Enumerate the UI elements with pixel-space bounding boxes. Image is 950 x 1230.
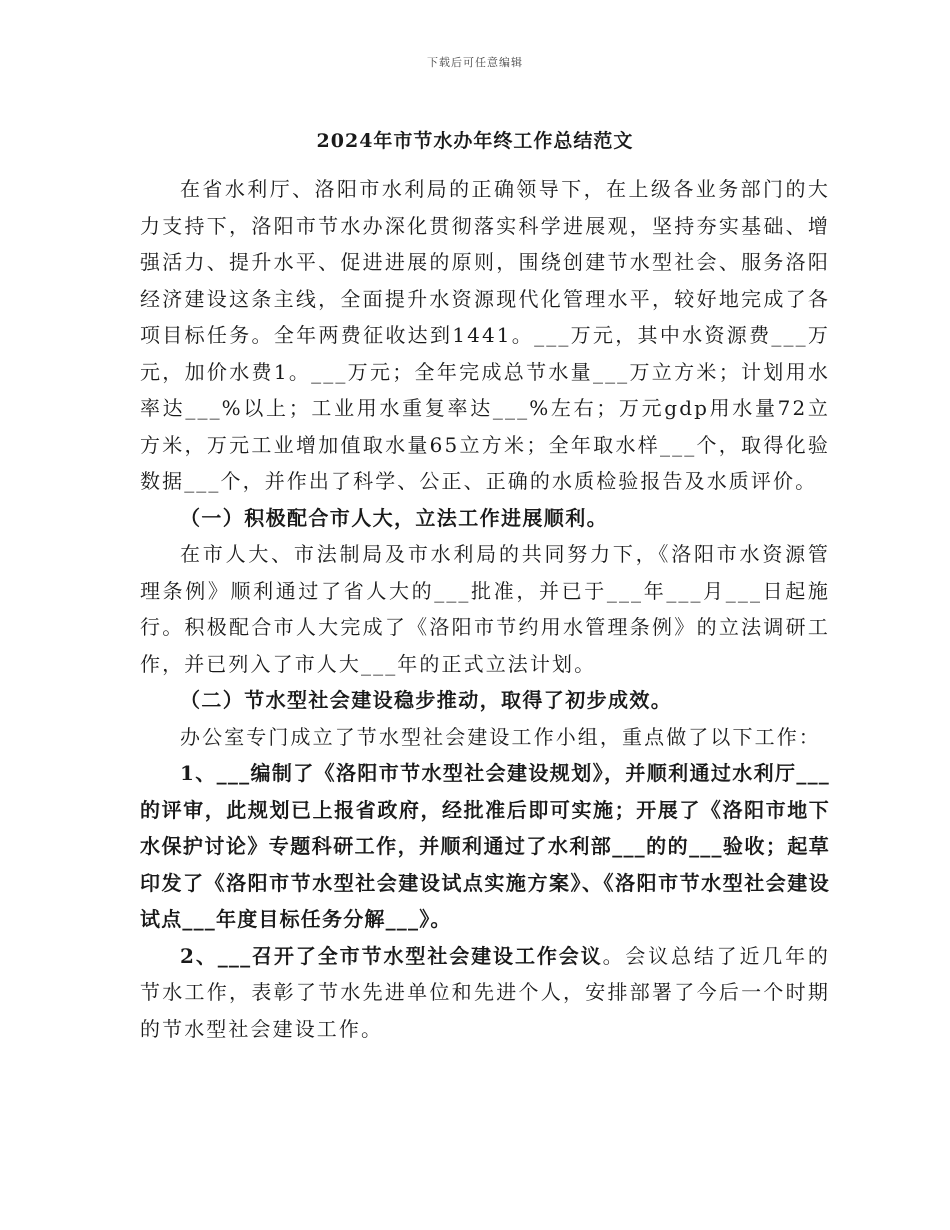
intro-paragraph: 在省水利厅、洛阳市水利局的正确领导下，在上级各业务部门的大力支持下，洛阳市节水办深化贯彻落实科学进展观，坚持夯实基础、增强活力、提升水平、促进进展的原则，围绕创建节水型社会、服务洛阳经济建设这条主线，全面提升水资源现代化管理水平，较好地完成了各项目标任务。全年两费征收达到1441。___万元，其中水资源费___万元，加价水费1。___万元；全年完成总节水量___万立方米；计划用水率达___%以上；工业用水重复率达___%左右；万元gdp用水量72立方米，万元工业增加值取水量65立方米；全年取水样___个，取得化验数据___个，并作出了科学、公正、正确的水质检验报告及水质评价。 (140, 177, 830, 493)
section-1-paragraph: 在市人大、市法制局及市水利局的共同努力下，《洛阳市水资源管理条例》顺利通过了省人大的___批准，并已于___年___月___日起施行。积极配合市人大完成了《洛阳市节约用水管理条例》的立法调研工作，并已列入了市人大___年的正式立法计划。 (140, 542, 830, 676)
section-2-item-2-rest: 。会议总结了近几年的节水工作，表彰了节水先进单位和先进个人，安排部署了今后一个时期的节水型社会建设工作。 (140, 943, 830, 1041)
section-2-heading: （二）节水型社会建设稳步推动，取得了初步成效。 (180, 688, 673, 712)
page-header-note: 下载后可任意编辑 (427, 56, 523, 69)
section-2-item-2 (140, 938, 830, 1048)
section-2-item-1: 1、___编制了《洛阳市节水型社会建设规划》，并顺利通过水利厅___的评审，此规划已上报省政府，经批准后即可实施；开展了《洛阳市地下水保护讨论》专题科研工作，并顺利通过了水利部___的的___验收；起草印发了《洛阳市节水型社会建设试点实施方案》、《洛阳市节水型社会建设试点___年度目标任务分解___》。 (140, 761, 830, 931)
document-body (140, 171, 830, 1047)
section-2-intro: 办公室专门成立了节水型社会建设工作小组，重点做了以下工作： (180, 724, 821, 749)
section-1-heading: （一）积极配合市人大，立法工作进展顺利。 (180, 505, 608, 530)
document-title: 2024年市节水办年终工作总结范文 (316, 130, 634, 152)
section-2-item-2-lead: 2、___召开了全市节水型社会建设工作会议 (180, 943, 603, 968)
